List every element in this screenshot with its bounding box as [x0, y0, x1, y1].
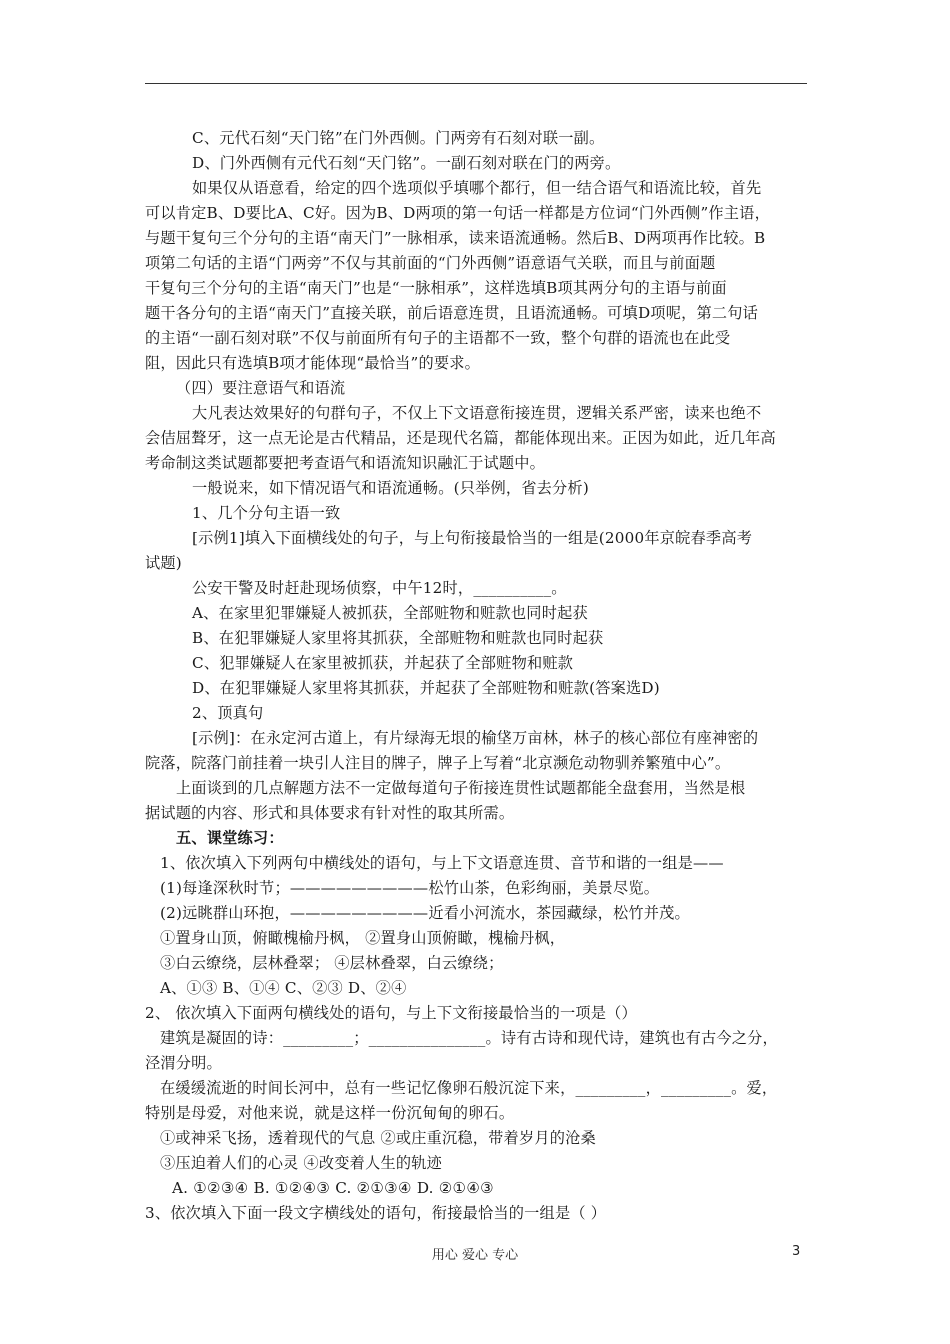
- text-line: 院落，院落门前挂着一块引人注目的牌子，牌子上写着“北京濒危动物驯养繁殖中心”。: [145, 754, 731, 772]
- text-line: (2)远眺群山环抱，—————————近看小河流水，茶园藏绿，松竹并茂。: [160, 904, 690, 922]
- text-line: 项第二句话的主语“门两旁”不仅与其前面的“门外西侧”语意语气关联，而且与前面题: [145, 254, 716, 272]
- text-line: 阻，因此只有选填B项才能体现“最恰当”的要求。: [145, 354, 481, 372]
- text-line: A、在家里犯罪嫌疑人被抓获，全部赃物和赃款也同时起获: [192, 604, 588, 622]
- text-line: 特别是母爱，对他来说，就是这样一份沉甸甸的卵石。: [145, 1104, 515, 1122]
- section-heading: 五、课堂练习：: [176, 829, 284, 847]
- text-line: 试题): [145, 554, 182, 572]
- footer-text: 用心 爱心 专心: [431, 1248, 519, 1263]
- text-line: 会佶屈聱牙，这一点无论是古代精品，还是现代名篇，都能体现出来。正因为如此，近几年高: [145, 429, 776, 447]
- text-line: (1)每逢深秋时节；—————————松竹山茶，色彩绚丽，美景尽览。: [160, 879, 660, 897]
- text-line: B、在犯罪嫌疑人家里将其抓获，全部赃物和赃款也同时起获: [192, 629, 604, 647]
- text-line: 大凡表达效果好的句群句子，不仅上下文语意衔接连贯，逻辑关系严密，读来也绝不: [192, 404, 762, 422]
- text-line: C、元代石刻“天门铭”在门外西侧。门两旁有石刻对联一副。: [192, 129, 605, 147]
- text-line: D、在犯罪嫌疑人家里将其抓获，并起获了全部赃物和赃款(答案选D): [192, 679, 660, 697]
- header-rule: [145, 83, 807, 84]
- text-line: 1、依次填入下列两句中横线处的语句，与上下文语意连贯、音节和谐的一组是——: [160, 854, 724, 872]
- text-line: 可以肯定B、D要比A、C好。因为B、D两项的第一句话一样都是方位词“门外西侧”作主语，: [145, 204, 770, 222]
- text-line: [示例1]填入下面横线处的句子，与上句衔接最恰当的一组是(2000年京皖春季高考: [192, 529, 753, 547]
- page-number: 3: [792, 1244, 801, 1259]
- text-line: 的主语“一副石刻对联”不仅与前面所有句子的主语都不一致，整个句群的语流也在此受: [145, 329, 731, 347]
- text-line: 一般说来，如下情况语气和语流通畅。(只举例，省去分析): [192, 479, 589, 497]
- text-line: 上面谈到的几点解题方法不一定做每道句子衔接连贯性试题都能全盘套用，当然是根: [176, 779, 746, 797]
- text-line: 据试题的内容、形式和具体要求有针对性的取其所需。: [145, 804, 515, 822]
- text-line: [示例]：在永定河古道上，有片绿海无垠的榆垡万亩林，林子的核心部位有座神密的: [192, 729, 759, 747]
- text-line: ①或神采飞扬，透着现代的气息 ②或庄重沉稳，带着岁月的沧桑: [160, 1129, 596, 1147]
- text-line: 3、依次填入下面一段文字横线处的语句，衔接最恰当的一组是（ ）: [145, 1204, 607, 1222]
- text-line: C、犯罪嫌疑人在家里被抓获，并起获了全部赃物和赃款: [192, 654, 574, 672]
- text-line: 如果仅从语意看，给定的四个选项似乎填哪个都行，但一结合语气和语流比较，首先: [192, 179, 762, 197]
- text-line: 1、几个分句主语一致: [192, 504, 341, 522]
- text-line: ③压迫着人们的心灵 ④改变着人生的轨迹: [160, 1154, 443, 1172]
- text-line: 与题干复句三个分句的主语“南天门”一脉相承，读来语流通畅。然后B、D两项再作比较。B: [145, 229, 766, 247]
- section-heading: （四）要注意语气和语流: [176, 379, 346, 397]
- text-line: 泾渭分明。: [145, 1054, 222, 1072]
- text-line: 在缓缓流逝的时间长河中，总有一些记忆像卵石般沉淀下来，_________，_________。爱，: [160, 1079, 778, 1097]
- text-line: 干复句三个分句的主语“南天门”也是“一脉相承”，这样选填B项其两分句的主语与前面: [145, 279, 727, 297]
- text-line: 公安干警及时赶赴现场侦察，中午12时，__________。: [192, 579, 567, 597]
- text-line: 题干各分句的主语“南天门”直接关联，前后语意连贯，且语流通畅。可填D项呢，第二句话: [145, 304, 759, 322]
- text-line: A、①③ B、①④ C、②③ D、②④: [160, 979, 407, 997]
- text-line: 考命制这类试题都要把考查语气和语流知识融汇于试题中。: [145, 454, 546, 472]
- text-line: 2、顶真句: [192, 704, 264, 722]
- text-line: A. ①②③④ B. ①②④③ C. ②①③④ D. ②①④③: [172, 1179, 494, 1197]
- text-line: 2、 依次填入下面两句横线处的语句，与上下文衔接最恰当的一项是（）: [145, 1004, 637, 1022]
- text-line: 建筑是凝固的诗：_________；_______________。诗有古诗和现代诗，建筑也有古今之分，: [160, 1029, 778, 1047]
- text-line: ③白云缭绕，层林叠翠； ④层林叠翠，白云缭绕；: [160, 954, 504, 972]
- text-line: ①置身山顶，俯瞰槐榆丹枫， ②置身山顶俯瞰，槐榆丹枫，: [160, 929, 566, 947]
- text-line: D、门外西侧有元代石刻“天门铭”。一副石刻对联在门的两旁。: [192, 154, 621, 172]
